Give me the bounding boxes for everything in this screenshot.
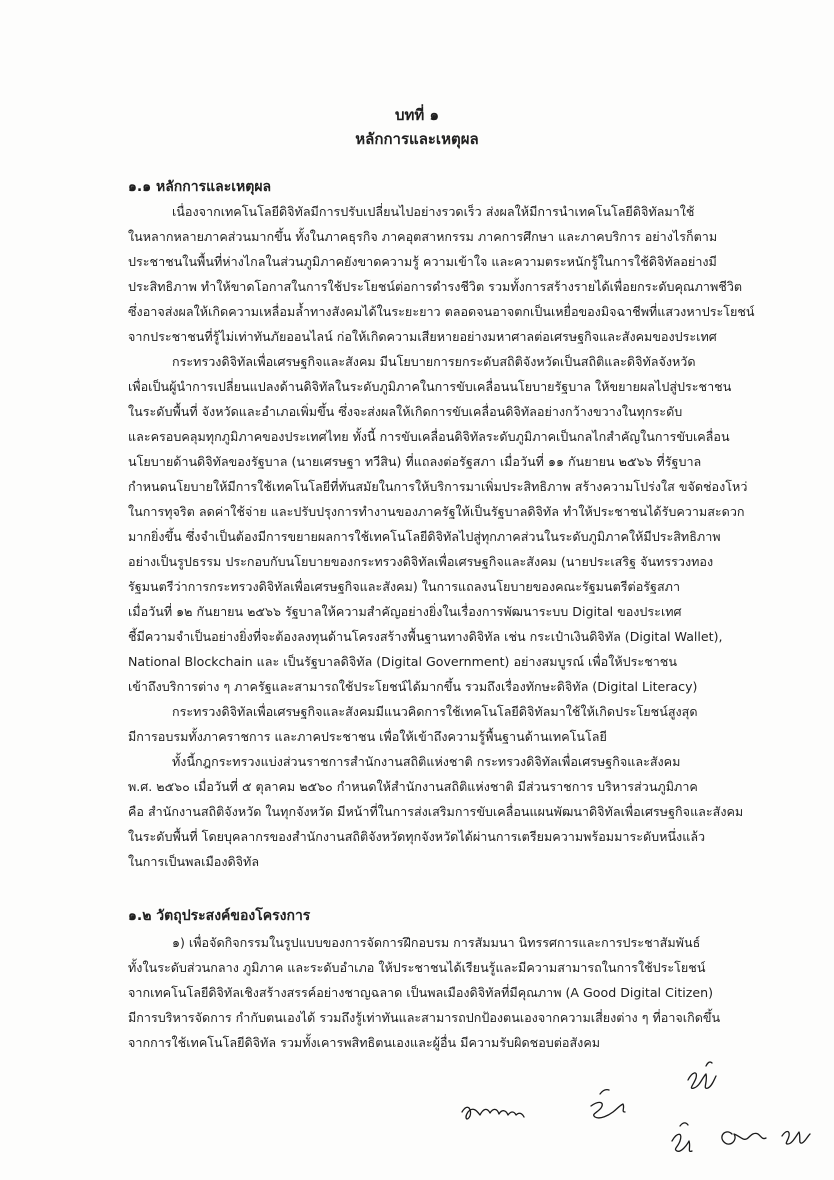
paragraph-line: ประสิทธิภาพ ทำให้ขาดโอกาสในการใช้ประโยชน์ต่อการดำรงชีวิต รวมทั้งการสร้างรายได้เพื่อยกระดับคุณภาพชีวิต: [128, 279, 743, 294]
signature-3: [688, 1073, 716, 1088]
paragraph-line: ชี้มีความจำเป็นอย่างยิ่งที่จะต้องลงทุนด้านโครงสร้างพื้นฐานทางดิจิทัล เช่น กระเป๋าเงินดิจิทัล (Digital Wallet),: [128, 629, 723, 644]
paragraph-line: มีการอบรมทั้งภาคราชการ และภาคประชาชน เพื่อให้เข้าถึงความรู้พื้นฐานด้านเทคโนโลยี: [128, 729, 607, 744]
signature-label-2: [0, 0, 1, 1]
chapter-subtitle: หลักการและเหตุผล: [355, 130, 479, 148]
paragraph-line: อย่างเป็นรูปธรรม ประกอบกับนโยบายของกระทรวงดิจิทัลเพื่อเศรษฐกิจและสังคม (นายประเสริฐ จันทรรวงทอง: [128, 554, 714, 569]
signature-label-1: [0, 0, 1, 1]
paragraph-line: ในการทุจริต ลดค่าใช้จ่าย และปรับปรุงการทำงานของภาครัฐให้เป็นรัฐบาลดิจิทัล ทำให้ประชาชนได้รับความสะดวก: [128, 504, 745, 519]
paragraph-line: ในหลากหลายภาคส่วนมากขึ้น ทั้งในภาคธุรกิจ ภาคอุตสาหกรรม ภาคการศึกษา และภาคบริการ อย่างไรก็ตาม: [128, 229, 718, 244]
signature-3-top: [706, 1062, 712, 1066]
signature-6: [782, 1132, 810, 1145]
paragraph-line: นโยบายด้านดิจิทัลของรัฐบาล (นายเศรษฐา ทวีสิน) ที่แถลงต่อรัฐสภา เมื่อวันที่ ๑๑ กันยายน ๒๕๖๖ ที่รัฐบาล: [128, 454, 702, 469]
paragraph-line: ซึ่งอาจส่งผลให้เกิดความเหลื่อมล้ำทางสังคมได้ในระยะยาว ตลอดจนอาจตกเป็นเหยื่อของมิจฉาชีพที่แสวงหาประโยชน์: [128, 304, 755, 319]
paragraph-line: เนื่องจากเทคโนโลยีดิจิทัลมีการปรับเปลี่ยนไปอย่างรวดเร็ว ส่งผลให้มีการนำเทคโนโลยีดิจิทัลมาใช้: [172, 204, 695, 219]
paragraph-line: รัฐมนตรีว่าการกระทรวงดิจิทัลเพื่อเศรษฐกิจและสังคม) ในการแถลงนโยบายของคณะรัฐมนตรีต่อรัฐสภา: [128, 579, 681, 594]
paragraph-line: ทั้งในระดับส่วนกลาง ภูมิภาค และระดับอำเภอ ให้ประชาชนได้เรียนรู้และมีความสามารถในการใช้ประโยชน์: [128, 960, 706, 975]
paragraph-line: เพื่อเป็นผู้นำการเปลี่ยนแปลงด้านดิจิทัลในระดับภูมิภาคในการขับเคลื่อนนโยบายรัฐบาล ให้ขยายผลไปสู่ประชาชน: [128, 379, 732, 394]
paragraph-line: กระทรวงดิจิทัลเพื่อเศรษฐกิจและสังคม มีนโยบายการยกระดับสถิติจังหวัดเป็นสถิติและดิจิทัลจังหวัด: [172, 354, 696, 369]
paragraph-line: และครอบคลุมทุกภูมิภาคของประเทศไทย ทั้งนี้ การขับเคลื่อนดิจิทัลระดับภูมิภาคเป็นกลไกสำคัญในการขับเคลื่อน: [128, 429, 730, 444]
paragraph-line: เมื่อวันที่ ๑๒ กันยายน ๒๕๖๖ รัฐบาลให้ความสำคัญอย่างยิ่งในเรื่องการพัฒนาระบบ Digital ของประเทศ: [128, 604, 682, 619]
signature-2-tail: [600, 1090, 609, 1094]
paragraph-line: มีการบริหารจัดการ กำกับตนเองได้ รวมถึงรู้เท่าทันและสามารถปกป้องตนเองจากความเสี่ยงต่าง ๆ ที่อาจเกิดขึ้น: [128, 1010, 721, 1025]
paragraph-line: จากเทคโนโลยีดิจิทัลเชิงสร้างสรรค์อย่างชาญฉลาด เป็นพลเมืองดิจิทัลที่มีคุณภาพ (A Good Digital Citizen): [128, 985, 714, 1000]
signature-label-3: [0, 0, 1, 1]
paragraph-line: เข้าถึงบริการต่าง ๆ ภาครัฐและสามารถใช้ประโยชน์ได้มากขึ้น รวมถึงเรื่องทักษะดิจิทัล (Digital Literacy): [128, 679, 698, 694]
signature-5: [722, 1132, 766, 1144]
paragraph-line: กระทรวงดิจิทัลเพื่อเศรษฐกิจและสังคมมีแนวคิดการใช้เทคโนโลยีดิจิทัลมาใช้ให้เกิดประโยชน์สูงสุด: [172, 704, 698, 719]
paragraph-line: ในระดับพื้นที่ จังหวัดและอำเภอเพิ่มขึ้น ซึ่งจะส่งผลให้เกิดการขับเคลื่อนดิจิทัลอย่างกว้างขวางในทุกระดับ: [128, 404, 683, 419]
paragraph-line: คือ สำนักงานสถิติจังหวัด ในทุกจังหวัด มีหน้าที่ในการส่งเสริมการขับเคลื่อนแผนพัฒนาดิจิทัลเพื่อเศรษฐกิจและสังคม: [128, 804, 744, 819]
paragraph-line: มากยิ่งขึ้น ซึ่งจำเป็นต้องมีการขยายผลการใช้เทคโนโลยีดิจิทัลไปสู่ทุกภาคส่วนในระดับภูมิภาคให้มีประสิทธิภาพ: [128, 529, 721, 544]
signature-4-top: [680, 1123, 688, 1126]
paragraph-line: จากการใช้เทคโนโลยีดิจิทัล รวมทั้งเคารพสิทธิตนเองและผู้อื่น มีความรับผิดชอบต่อสังคม: [128, 1035, 601, 1050]
signature-2: [591, 1102, 625, 1118]
section-heading-1-1: ๑.๑ หลักการและเหตุผล: [128, 179, 272, 195]
paragraph-line: กำหนดนโยบายให้มีการใช้เทคโนโลยีที่ทันสมัยในการให้บริการมาเพิ่มประสิทธิภาพ สร้างความโปร่งใส ขจัดช่องโหว่: [128, 479, 748, 494]
paragraph-line: พ.ศ. ๒๕๖๐ เมื่อวันที่ ๕ ตุลาคม ๒๕๖๐ กำหนดให้สำนักงานสถิติแห่งชาติ มีส่วนราชการ บริหารส่วนภูมิภาค: [128, 779, 698, 794]
paragraph-line: จากประชาชนที่รู้ไม่เท่าทันภัยออนไลน์ ก่อให้เกิดความเสียหายอย่างมหาศาลต่อเศรษฐกิจและสังคมของประเทศ: [128, 329, 717, 344]
signature-label-4: [0, 0, 1, 1]
paragraph-line: ทั้งนี้กฎกระทรวงแบ่งส่วนราชการสำนักงานสถิติแห่งชาติ กระทรวงดิจิทัลเพื่อเศรษฐกิจและสังคม: [172, 754, 681, 769]
paragraph-line: ๑) เพื่อจัดกิจกรรมในรูปแบบของการจัดการฝึกอบรม การสัมมนา นิทรรศการและการประชาสัมพันธ์: [172, 935, 701, 950]
signature-label-5: [0, 0, 1, 1]
section-heading-1-2: ๑.๒ วัตถุประสงค์ของโครงการ: [128, 908, 311, 924]
paragraph-line: ประชาชนในพื้นที่ห่างไกลในส่วนภูมิภาคยังขาดความรู้ ความเข้าใจ และความตระหนักรู้ในการใช้ดิจิทัลอย่างมี: [128, 254, 717, 269]
paragraph-line: ในระดับพื้นที่ โดยบุคลากรของสำนักงานสถิติจังหวัดทุกจังหวัดได้ผ่านการเตรียมความพร้อมมาระดับหนึ่งแล้ว: [128, 829, 706, 844]
paragraph-line: ในการเป็นพลเมืองดิจิทัล: [128, 854, 260, 869]
paragraph-line: National Blockchain และ เป็นรัฐบาลดิจิทัล (Digital Government) อย่างสมบูรณ์ เพื่อให้ประชาชน: [128, 654, 677, 669]
signature-4: [672, 1134, 692, 1151]
chapter-title: บทที่ ๑: [394, 106, 440, 124]
signature-1: [462, 1107, 524, 1119]
